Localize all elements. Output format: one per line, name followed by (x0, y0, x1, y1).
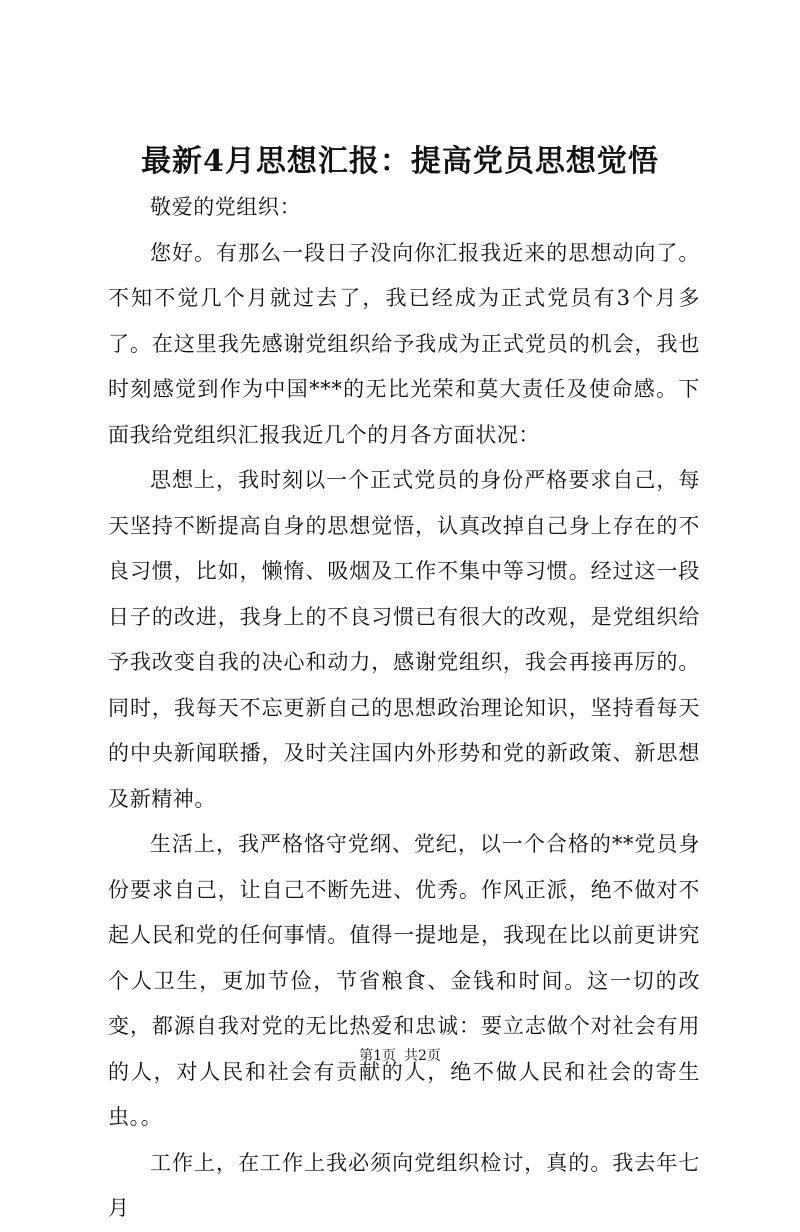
salutation: 敬爱的党组织： (150, 195, 302, 219)
paragraph-thought: 思想上，我时刻以一个正式党员的身份严格要求自己，每天坚持不断提高自身的思想觉悟，认真改掉自己身上存在的不良习惯，比如，懒惰、吸烟及工作不集中等习惯。经过这一段日子的改进，我身上的不良习惯已有很大的改观，是党组织给予我改变自我的决心和动力，感谢党组织，我会再接再厉的。同时，我每天不忘更新自己的思想政治理论知识，坚持看每天的中央新闻联播，及时关注国内外形势和党的新政策、新思想及新精神。 (108, 468, 700, 811)
page-number: 第1页 (359, 1048, 396, 1064)
paragraph-life: 生活上，我严格恪守党纲、党纪，以一个合格的**党员身份要求自己，让自己不断先进、优秀。作风正派，绝不做对不起人民和党的任何事情。值得一提地是，我现在比以前更讲究个人卫生，更加节俭，节省粮食、金钱和时间。这一切的改变，都源自我对党的无比热爱和忠诚：要立志做个对社会有用的人，对人民和社会有贡献的人，绝不做人民和社会的寄生虫。。 (108, 832, 700, 1129)
page-total: 共2页 (404, 1048, 441, 1064)
paragraph-greeting: 您好。有那么一段日子没向你汇报我近来的思想动向了。不知不觉几个月就过去了，我已经成为正式党员有3个月多了。在这里我先感谢党组织给予我成为正式党员的机会，我也时刻感觉到作为中国***的无比光荣和莫大责任及使命感。下面我给党组织汇报我近几个的月各方面状况： (108, 240, 700, 447)
page-footer (0, 1046, 800, 1066)
document-title: 最新4月思想汇报：提高党员思想觉悟 (141, 144, 659, 179)
paragraph-work: 工作上，在工作上我必须向党组织检讨，真的。我去年七月 (108, 1150, 700, 1220)
document-body (108, 185, 700, 1232)
